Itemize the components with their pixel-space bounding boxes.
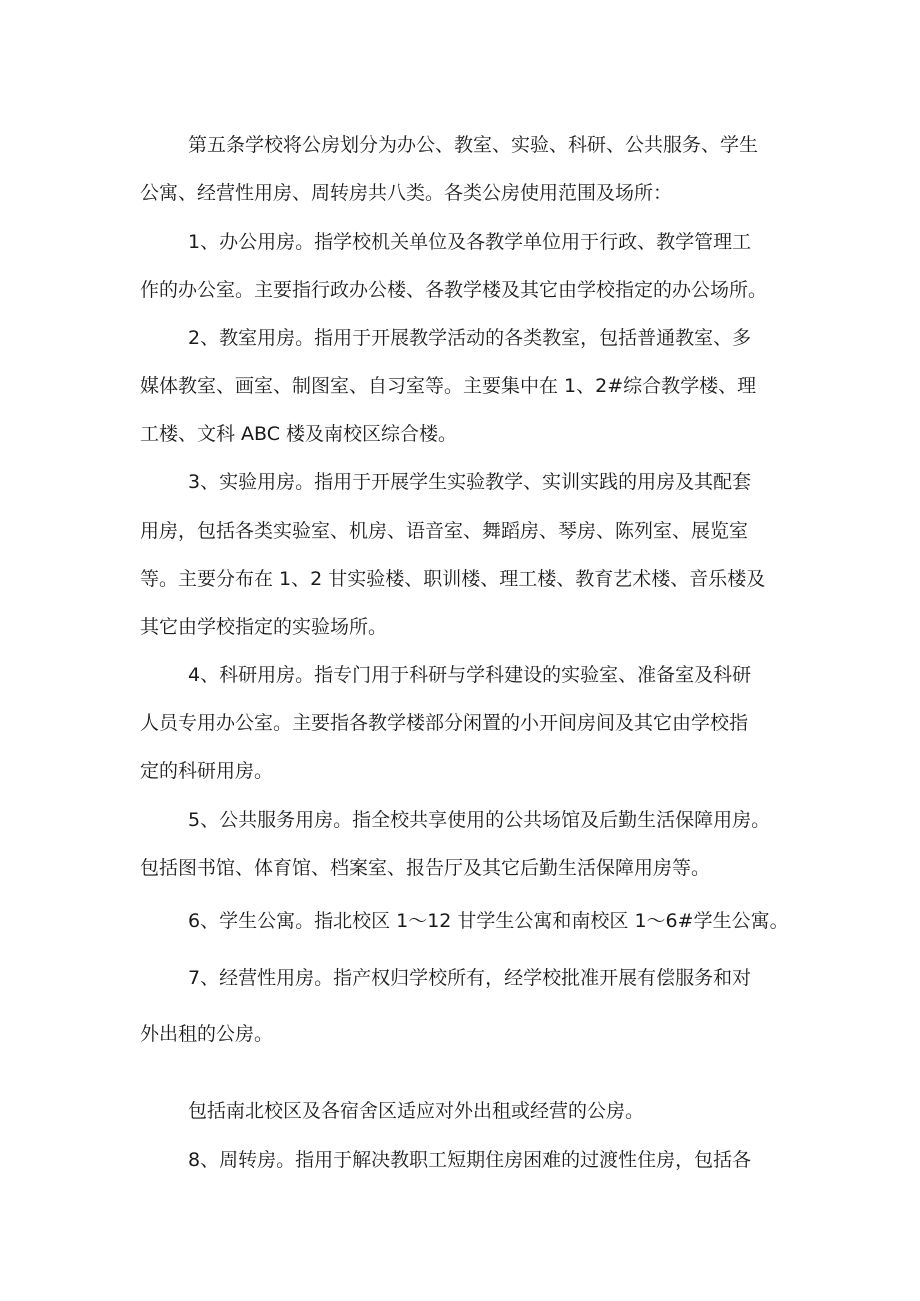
text-line: 公寓、经营性用房、周转房共八类。各类公房使用范围及场所：	[140, 182, 673, 204]
text-line: 5、公共服务用房。指全校共享使用的公共场馆及后勤生活保障用房。	[188, 809, 771, 831]
text-line: 外出租的公房。	[140, 1023, 274, 1045]
text-line: 2、教室用房。指用于开展教学活动的各类教室，包括普通教室、多	[188, 327, 752, 349]
text-line: 媒体教室、画室、制图室、自习室等。主要集中在 1、2#综合教学楼、理	[140, 375, 757, 397]
text-line: 人员专用办公室。主要指各教学楼部分闲置的小开间房间及其它由学校指	[140, 712, 749, 734]
text-line: 工楼、文科 ABC 楼及南校区综合楼。	[140, 423, 458, 445]
text-line: 6、学生公寓。指北校区 1～12 甘学生公寓和南校区 1～6#学生公寓。	[188, 910, 789, 932]
text-line: 3、实验用房。指用于开展学生实验教学、实训实践的用房及其配套	[188, 471, 752, 493]
text-line: 定的科研用房。	[140, 760, 274, 782]
text-line: 第五条学校将公房划分为办公、教室、实验、科研、公共服务、学生	[188, 134, 759, 156]
text-line: 其它由学校指定的实验场所。	[140, 616, 388, 638]
text-line: 等。主要分布在 1、2 甘实验楼、职训楼、理工楼、教育艺术楼、音乐楼及	[140, 568, 766, 590]
text-line: 1、办公用房。指学校机关单位及各教学单位用于行政、教学管理工	[188, 231, 752, 253]
text-line: 作的办公室。主要指行政办公楼、各教学楼及其它由学校指定的办公场所。	[140, 279, 768, 301]
text-line: 7、经营性用房。指产权归学校所有，经学校批准开展有偿服务和对	[188, 967, 752, 989]
text-line: 4、科研用房。指专门用于科研与学科建设的实验室、准备室及科研	[188, 664, 752, 686]
text-line: 用房，包括各类实验室、机房、语音室、舞蹈房、琴房、陈列室、展览室	[140, 520, 749, 542]
text-line: 包括图书馆、体育馆、档案室、报告厅及其它后勤生活保障用房等。	[140, 857, 711, 879]
text-line: 包括南北校区及各宿舍区适应对外出租或经营的公房。	[188, 1100, 645, 1122]
text-line: 8、周转房。指用于解决教职工短期住房困难的过渡性住房，包括各	[188, 1149, 752, 1171]
